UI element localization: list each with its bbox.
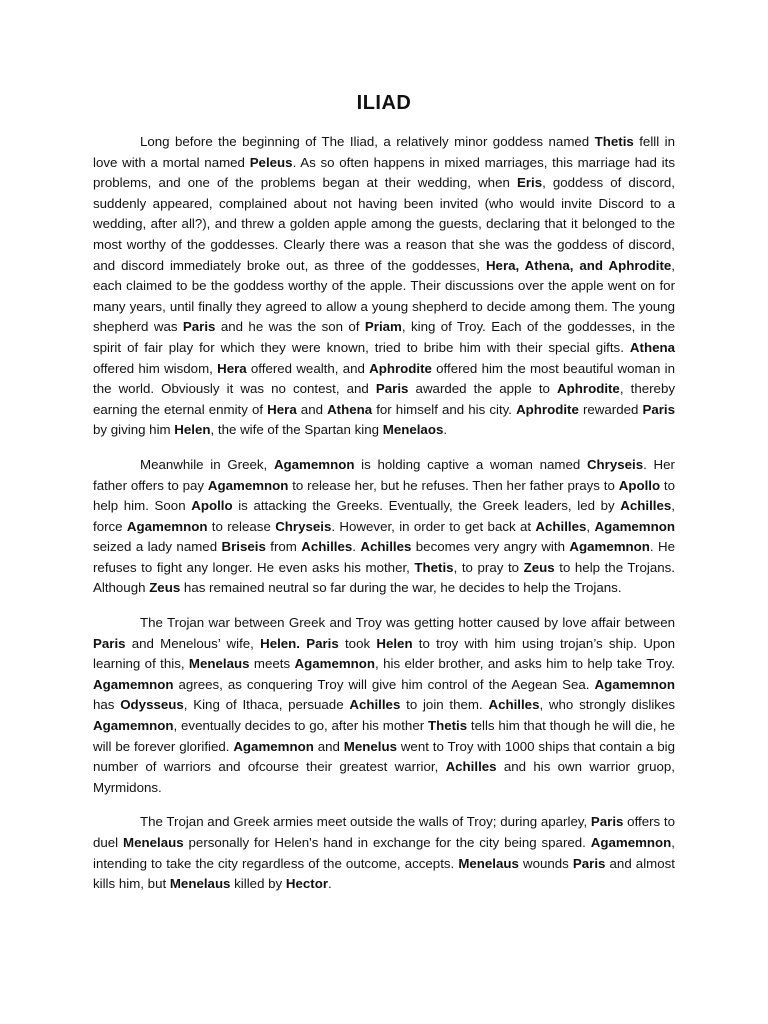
text-run: tells him that though he will die, he will be forever glorified.	[93, 718, 675, 754]
bold-name: Agamemnon	[93, 718, 174, 734]
text-run: and	[313, 738, 344, 754]
text-run: , king of Troy. Each of the goddesses, in the spirit of fair play for which they were known, tried to bribe him with their special gifts.	[93, 319, 676, 355]
text-run: for himself and his city.	[372, 401, 517, 417]
bold-name: Briseis	[221, 539, 266, 555]
bold-name: Paris	[375, 381, 409, 397]
text-run: . However, in order to get back at	[331, 518, 536, 534]
bold-name: Menelaos	[382, 422, 444, 438]
bold-name: Thetis	[594, 134, 634, 149]
bold-name: Aphrodite	[369, 360, 432, 376]
text-run: agrees, as conquering Troy will give him control of the Aegean Sea.	[173, 676, 595, 692]
text-run: .	[352, 539, 361, 555]
text-run: , King of Ithaca, persuade	[183, 697, 350, 713]
text-run: , to pray to	[453, 559, 524, 575]
bold-name: Hera, Athena, and Aphrodite	[485, 257, 672, 273]
text-run: rewarded	[578, 401, 643, 417]
text-run: , force	[93, 498, 675, 534]
bold-name: Achilles	[445, 759, 497, 775]
text-run: .	[328, 876, 332, 892]
bold-name: Achilles	[620, 498, 672, 514]
text-run: and Menelous’ wife,	[125, 635, 261, 651]
text-run: offered him wisdom,	[93, 360, 218, 376]
bold-name: Achilles	[360, 539, 412, 555]
paragraph	[93, 455, 675, 599]
text-run: personally for Helen's hand in exchange for the city being spared.	[183, 835, 591, 850]
bold-name: Agamemnon	[594, 518, 675, 534]
text-run: seized a lady named	[93, 539, 222, 555]
bold-name: Thetis	[427, 718, 468, 734]
text-run: to join them.	[400, 697, 489, 713]
text-run: to help the Trojans. Although	[93, 559, 675, 596]
text-run: by giving him	[93, 422, 175, 438]
text-run: . He refuses to fight any longer. He even asks his mother,	[93, 539, 676, 575]
bold-name: Agamemnon	[594, 676, 675, 692]
text-run: is holding captive a woman named	[354, 456, 587, 472]
bold-name: Achilles	[301, 539, 353, 555]
text-run: took	[338, 635, 377, 651]
text-run: and his own warrior gruop, Myrmidons.	[93, 759, 675, 795]
bold-name: Paris	[182, 319, 216, 335]
bold-name: Menelaus	[188, 656, 250, 672]
bold-name: Paris	[642, 401, 675, 417]
bold-name: Zeus	[149, 580, 181, 596]
bold-name: Thetis	[414, 559, 454, 575]
text-run: , who strongly dislikes	[539, 697, 676, 713]
bold-name: Odysseus	[120, 697, 184, 713]
bold-name: Agamemnon	[294, 656, 376, 672]
text-run: felll in love with a mortal named	[93, 134, 675, 170]
bold-name: Agamemnon	[207, 477, 289, 493]
text-run: and	[296, 401, 328, 417]
text-run: offered him the most beautiful woman in the world. Obviously it was no contest, and	[93, 360, 676, 397]
bold-name: Apollo	[191, 498, 233, 514]
bold-name: Menelaus	[123, 835, 184, 850]
text-run: , his elder brother, and asks him to help take Troy.	[375, 656, 675, 672]
document-body	[93, 132, 675, 895]
text-run: offered wealth, and	[246, 360, 370, 376]
document-title: ILIAD	[356, 92, 412, 114]
bold-name: Aphrodite	[557, 381, 620, 397]
text-run: The Trojan war between Greek and Troy was getting hotter caused by love affair between	[140, 615, 675, 631]
paragraph	[93, 613, 675, 798]
text-run: went to Troy with 1000 ships that contain a big number of warriors and ofcourse their greatest warrior,	[93, 738, 676, 775]
bold-name: Hera	[217, 360, 247, 376]
text-run: offers to duel	[93, 814, 675, 850]
text-run: . As so often happens in mixed marriages, this marriage had its problems, and one of the problems began at their wedding, when	[93, 154, 675, 191]
bold-name: Agamemnon	[233, 738, 314, 754]
bold-name: Priam	[364, 319, 402, 335]
text-run: killed by	[230, 876, 286, 892]
bold-name: Paris	[572, 855, 606, 871]
text-run: .	[443, 422, 448, 438]
bold-name: Peleus	[249, 154, 293, 170]
text-run: to release her, but he refuses. Then her father prays to	[288, 477, 619, 493]
text-run: , the wife of the Spartan king	[210, 422, 383, 438]
text-run: becomes very angry with	[411, 539, 570, 555]
bold-name: Aphrodite	[516, 401, 579, 417]
bold-name: Agamemnon	[569, 539, 650, 555]
bold-name: Zeus	[523, 559, 555, 575]
text-run: , eventually decides to go, after his mother	[173, 718, 428, 734]
bold-name: Paris	[590, 814, 624, 830]
text-run: awarded the apple to	[408, 381, 558, 397]
text-run: Long before the beginning of The Iliad, a relatively minor goddess named	[140, 134, 595, 149]
text-run: The Trojan and Greek armies meet outside the walls of Troy; during aparley,	[140, 814, 591, 830]
text-run: , thereby earning the eternal enmity of	[93, 381, 675, 417]
text-run: , each claimed to be the goddess worthy of the apple. Their discussions over the apple went on for many years, until finally they agreed to allow a young shepherd to decide among them. The young shepherd was	[93, 257, 675, 335]
text-run: and almost kills him, but	[93, 855, 675, 892]
bold-name: Agamemnon	[93, 676, 174, 692]
text-run: and he was the son of	[215, 319, 365, 335]
text-run: Meanwhile in Greek,	[140, 456, 274, 472]
text-run: to release	[207, 518, 276, 534]
bold-name: Achilles	[349, 697, 401, 713]
text-run: meets	[249, 656, 295, 672]
paragraph	[93, 132, 675, 441]
bold-name: Agamemnon	[590, 835, 672, 850]
bold-name: Chryseis	[275, 518, 332, 534]
bold-name: Achilles	[488, 697, 540, 713]
bold-name: Agamemnon	[126, 518, 208, 534]
bold-name: Paris	[93, 635, 126, 651]
text-run: has remained neutral so far during the war, he decides to help the Trojans.	[180, 580, 622, 596]
bold-name: Menelus	[343, 738, 397, 754]
text-run: , intending to take the city regardless of the outcome, accepts.	[93, 835, 675, 871]
text-run: to help him. Soon	[93, 477, 675, 514]
text-run: to troy with him using trojan’s ship. Upon learning of this,	[93, 635, 676, 672]
bold-name: Helen.	[260, 635, 300, 651]
text-run: from	[265, 539, 302, 555]
bold-name: Menelaus	[458, 855, 519, 871]
text-run: wounds	[518, 855, 573, 871]
text-run: has	[93, 697, 121, 713]
bold-name: Athena	[327, 401, 373, 417]
paragraph	[93, 812, 675, 894]
text-run: . Her father offers to pay	[93, 456, 675, 493]
bold-name: Eris	[516, 175, 543, 191]
bold-name: Apollo	[618, 477, 661, 493]
bold-name: Hera	[267, 401, 297, 417]
bold-name: Athena	[629, 339, 675, 355]
bold-name: Achilles	[535, 518, 587, 534]
text-run: ,	[586, 518, 595, 534]
bold-name: Agamemnon	[273, 456, 355, 472]
bold-name: Menelaus	[169, 876, 231, 892]
bold-name: Paris	[306, 635, 339, 651]
text-run: is attacking the Greeks. Eventually, the Greek leaders, led by	[232, 498, 621, 514]
bold-name: Helen	[376, 635, 413, 651]
bold-name: Helen	[174, 422, 211, 438]
bold-name: Chryseis	[586, 456, 644, 472]
text-run: , goddess of discord, suddenly appeared, complained about not having been invited (who would invite Discord to a wedding, after all?), and threw a golden apple among the guests, declaring that it belonged to the most worthy of the goddesses. Clearly there was a reason that she was the goddess of discord, and discord immediately broke out, as three of the goddesses,	[93, 175, 675, 273]
bold-name: Hector	[285, 876, 329, 892]
